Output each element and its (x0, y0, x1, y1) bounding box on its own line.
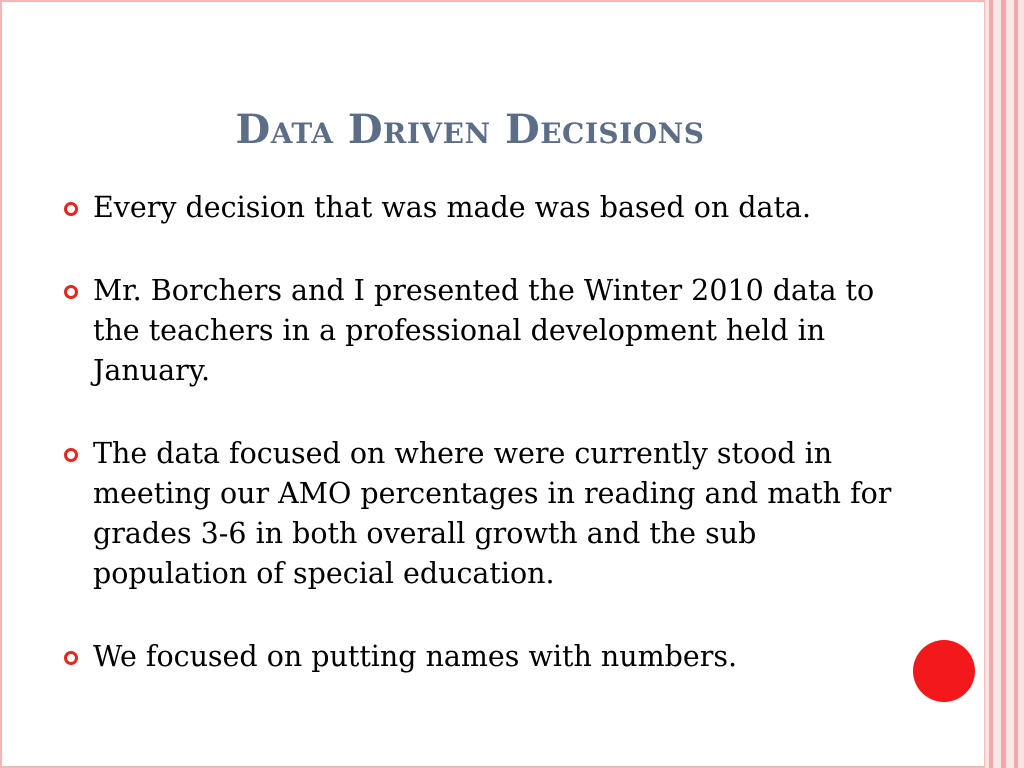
bullet-text: We focused on putting names with numbers. (93, 640, 738, 673)
decorative-red-circle (913, 640, 975, 702)
bullet-item (62, 271, 892, 391)
slide-border-top (0, 0, 985, 2)
bullet-text: Every decision that was made was based on data. (93, 191, 812, 224)
red-ring-bullet-icon (64, 448, 78, 462)
bullet-text: Mr. Borchers and I presented the Winter 2010 data to the teachers in a professional development held in January. (93, 274, 875, 387)
red-ring-bullet-icon (64, 202, 78, 216)
bullet-item (62, 434, 892, 594)
bullet-item (62, 188, 892, 228)
bullet-list (62, 188, 892, 677)
red-ring-bullet-icon (64, 285, 78, 299)
bullet-item (62, 637, 892, 677)
bullet-text: The data focused on where were currently stood in meeting our AMO percentages in reading and math for grades 3-6 in both overall growth and the sub population of special education. (93, 437, 892, 590)
decorative-stripe (1018, 0, 1024, 768)
slide-title: Data Driven Decisions (235, 106, 705, 153)
decorative-stripe (1006, 0, 1014, 768)
decorative-stripe (993, 0, 1001, 768)
red-ring-bullet-icon (64, 651, 78, 665)
